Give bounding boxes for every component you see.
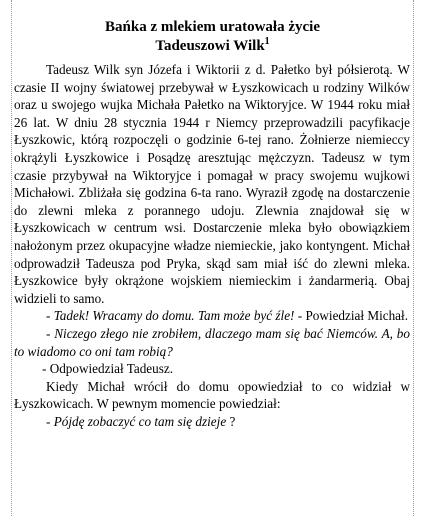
left-margin-guide bbox=[11, 0, 12, 516]
dialogue-italic: - Tadek! Wracamy do domu. Tam może być źle! bbox=[46, 308, 295, 324]
paragraph-main: Tadeusz Wilk syn Józefa i Wiktorii z d. Pałetko był półsierotą. W czasie II wojny światowej przebywał w Łyszkowicach u rodziny Wilków oraz u swojego wujka Michała Pałetko na Wiktoryjce. W 1944 roku miał 26 lat. W dniu 28 stycznia 1944 r Niemcy przeprowadzili pacyfikacje Łyszkowic, którą rozpoczęli o godzinie 6-tej rano. Żołnierze niemieccy okrążyli Łyszkowice i Posądzę aresztując mężczyzn. Tadeusz w tym czasie przybywał na Wiktoryjce i pomagał w pracy swojemu wujkowi Michałowi. Zbliżała się godzina 6-ta rano. Wyraził zgodę na dostarczenie do zlewni mleka z porannego udoju. Zlewnia znajdował się w Łyszkowicach w centrum wsi. Dostarczenie mleka było obowiązkiem nałożonym przez okupacyjne władze niemieckie, jako kontyngent. Michał odprowadził Tadeusza pod Pryka, skąd sam miał iść do zlewni mleka. Łyszkowice były okrążone wojskiem niemieckim i żandarmerią. Obaj widzieli to samo. bbox=[14, 62, 410, 306]
dialogue-line-final bbox=[14, 413, 410, 431]
title-line-1: Bańka z mlekiem uratowała życie bbox=[105, 19, 320, 35]
dialogue-line-michal bbox=[14, 307, 410, 325]
dialogue-attribution: - Powiedział Michał. bbox=[294, 308, 408, 324]
footnote-marker: 1 bbox=[264, 36, 270, 47]
paragraph-michal-return: Kiedy Michał wrócił do domu opowiedział to co widział w Łyszkowicach. W pewnym momencie powiedział: bbox=[14, 378, 410, 412]
title-line-2-text: Tadeuszowi Wilk bbox=[155, 38, 265, 54]
document-body bbox=[14, 61, 410, 430]
document-title bbox=[14, 18, 411, 56]
title-line-2 bbox=[14, 37, 411, 56]
dialogue-italic: - Pójdę zobaczyć co tam się dzieje bbox=[46, 413, 227, 429]
attribution-line: - Odpowiedział Tadeusz. bbox=[42, 361, 174, 377]
dialogue-attribution: ? bbox=[226, 413, 236, 429]
right-margin-guide bbox=[413, 0, 414, 516]
dialogue-italic: - Niczego złego nie zrobiłem, dlaczego mam się bać Niemców. A, bo to wiadomo co oni tam robią? bbox=[14, 325, 410, 359]
dialogue-line-tadeusz bbox=[14, 325, 410, 360]
